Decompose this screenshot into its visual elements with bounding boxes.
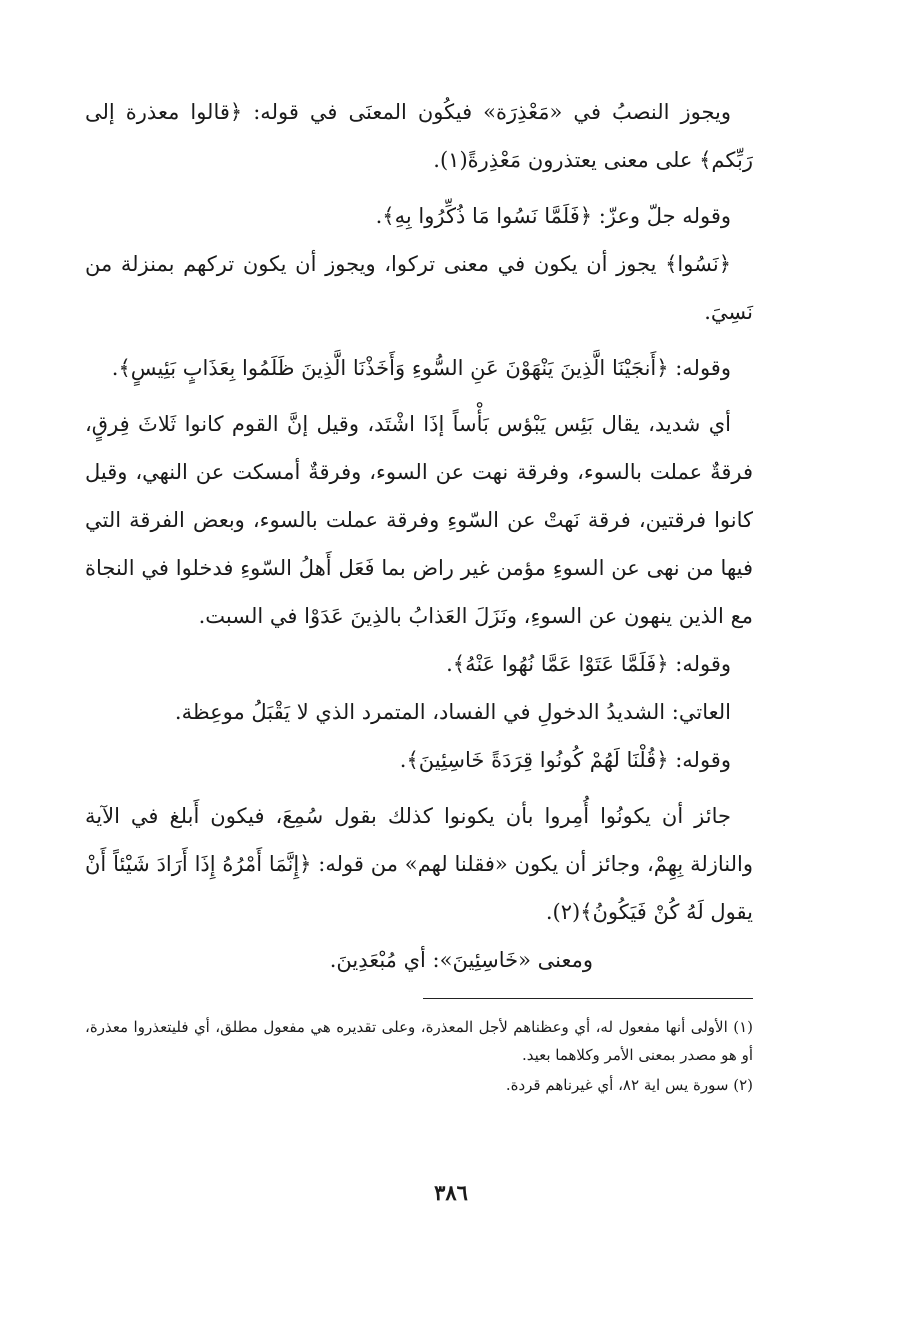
footnote-2: (٢) سورة يس اية ٨٢، أي غيرناهم قردة. — [505, 1076, 753, 1094]
footnotes — [85, 1013, 753, 1099]
paragraph-2: وقوله جلّ وعزّ: ﴿فَلَمَّا نَسُوا مَا ذُكِّرُوا بِهِ﴾. — [375, 204, 731, 228]
paragraph-6: وقوله: ﴿فَلَمَّا عَتَوْا عَمَّا نُهُوا عَنْهُ﴾. — [446, 652, 731, 676]
paragraph-10: ومعنى «خَاسِئِينَ»: أي مُبْعَدِينَ. — [329, 948, 593, 972]
footnote-separator — [423, 998, 753, 999]
page-number: ٣٨٦ — [434, 1180, 468, 1205]
paragraph-3: ﴿نَسُوا﴾ يجوز أن يكون في معنى تركوا، ويجوز أن يكون تركهم بمنزلة من نَسِيَ. — [85, 252, 753, 324]
paragraph-8: وقوله: ﴿قُلْنَا لَهُمْ كُونُوا قِرَدَةً خَاسِئِينَ﴾. — [399, 748, 731, 772]
page-body — [85, 88, 753, 1101]
paragraph-9: جائز أن يكونُوا أُمِروا بأن يكونوا كذلك بقول سُمِعَ، فيكون أَبلغ في الآية والنازلة بِهِمْ، وجائز أن يكون «فقلنا لهم» من قوله: ﴿إِنَّمَا أَمْرُهُ إِذَا أَرَادَ شَيْئاً أَنْ يقول لَهُ كُنْ فَيَكُونُ﴾(٢). — [85, 804, 753, 924]
paragraph-1: ويجوز النصبُ في «مَعْذِرَة» فيكُون المعنَى في قوله: ﴿قالوا معذرة إلى رَبِّكم﴾ على معنى يعتذرون مَعْذِرةً(١). — [85, 100, 753, 172]
footnote-1: (١) الأولى أنها مفعول له، أي وعظناهم لأجل المعذرة، وعلى تقديره هي مفعول مطلق، أي فليتعذروا معذرة، أو هو مصدر بمعنى الأمر وكلاهما بعيد. — [85, 1018, 753, 1064]
paragraph-5: أي شديد، يقال بَئِس يَبْؤس بَأْساً إذَا اشْتَد، وقيل إنَّ القوم كانوا ثَلاثَ فِرقٍ، فرقةٌ عملت بالسوء، وفرقة نهت عن السوء، وفرقةٌ أمسكت عن النهي، وقيل كانوا فرقتين، فرقة نَهتْ عن السّوءِ وفرقة عملت بالسوء، وبعض الفرقة التي فيها من نهى عن السوءِ مؤمن غير راض بما فَعَل أَهلُ السّوءِ فدخلوا في النجاة مع الذين ينهون عن السوءِ، ونَزَلَ العَذابُ بالذِينَ عَدَوْا في السبت. — [85, 412, 753, 628]
footnote-separator-wrap — [85, 998, 753, 999]
paragraph-7: العاتي: الشديدُ الدخولِ في الفساد، المتمرد الذي لا يَقْبَلُ موعِظة. — [174, 700, 731, 724]
paragraph-4: وقوله: ﴿أَنجَيْنَا الَّذِينَ يَنْهَوْنَ عَنِ السُّوءِ وَأَخَذْنَا الَّذِينَ ظَلَمُوا بِعَذَابٍ بَئِيسٍ﴾. — [111, 356, 731, 380]
